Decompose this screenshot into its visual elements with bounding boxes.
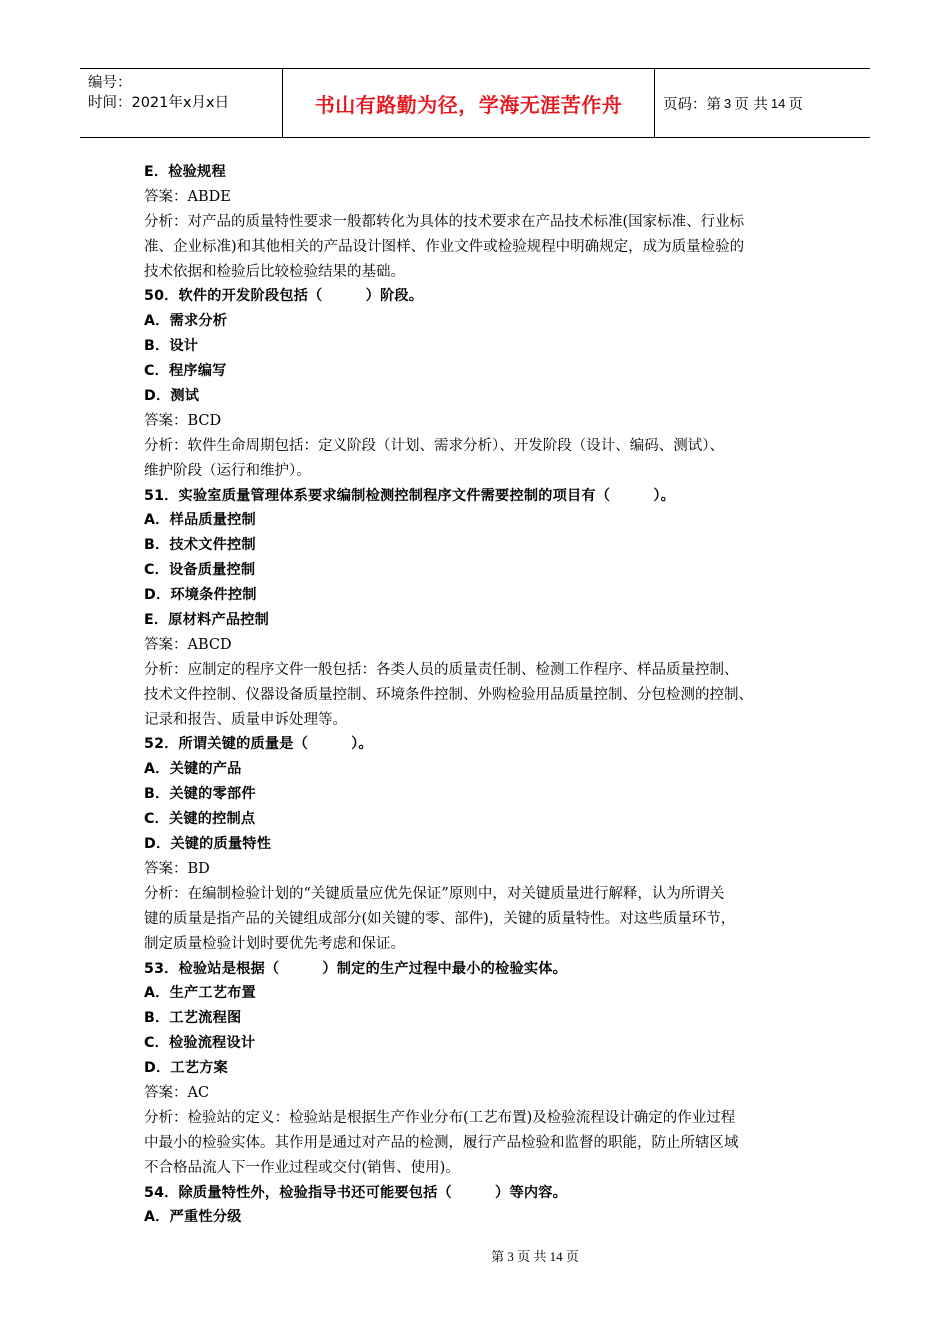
document-body (144, 160, 814, 1230)
page-label-suffix: 页 (788, 96, 803, 113)
answer-line: 分析：检验站的定义：检验站是根据生产作业分布(工艺布置)及检验流程设计确定的作业过程 (144, 1109, 736, 1126)
question-line: 52．所谓关键的质量是（ ）。 (144, 736, 373, 753)
answer-line: 分析：软件生命周期包括：定义阶段（计划、需求分析）、开发阶段（设计、编码、测试）、 (144, 437, 724, 454)
answer-line: 分析：应制定的程序文件一般包括：各类人员的质量责任制、检测工作程序、样品质量控制、 (144, 661, 739, 678)
question-line: A．严重性分级 (144, 1209, 242, 1226)
header-info-cell (80, 69, 282, 137)
question-line: E．检验规程 (144, 164, 226, 180)
question-line: C．设备质量控制 (144, 562, 256, 579)
answer-line: 分析：对产品的质量特性要求一般都转化为具体的技术要求在产品技术标准(国家标准、行业标 (144, 213, 745, 230)
question-line: B．工艺流程图 (144, 1010, 242, 1027)
question-line: A．生产工艺布置 (144, 985, 256, 1002)
question-line: C．关键的控制点 (144, 811, 256, 828)
question-line: A．需求分析 (144, 313, 228, 330)
question-line: 51．实验室质量管理体系要求编制检测控制程序文件需要控制的项目有（ ）。 (144, 487, 675, 504)
question-line: B．关键的零部件 (144, 786, 256, 803)
page-total-number: 14 (770, 95, 786, 111)
question-line: D．环境条件控制 (144, 587, 257, 604)
page-header (80, 68, 870, 138)
question-line: C．检验流程设计 (144, 1035, 256, 1052)
question-line: A．样品质量控制 (144, 512, 256, 529)
header-page-cell (655, 69, 870, 137)
answer-line: 答案：ABDE (144, 188, 231, 205)
answer-line: 准、企业标准)和其他相关的产品设计图样、作业文件或检验规程中明确规定，成为质量检验的 (144, 238, 745, 255)
answer-line: 中最小的检验实体。其作用是通过对产品的检测，履行产品检验和监督的职能，防止所辖区域 (144, 1134, 739, 1151)
question-line: D．关键的质量特性 (144, 836, 272, 853)
answer-line: 技术文件控制、仪器设备质量控制、环境条件控制、外购检验用品质量控制、分包检测的控制、 (144, 686, 753, 703)
answer-line: 分析：在编制检验计划的“关键质量应优先保证”原则中，对关键质量进行解释，认为所谓关 (144, 885, 725, 902)
answer-line: 技术依据和检验后比较检验结果的基础。 (144, 263, 405, 280)
header-motto-cell (282, 69, 655, 137)
page-label-mid: 页 共 (734, 96, 768, 113)
answer-line: 键的质量是指产品的关键组成部分(如关键的零、部件)，关键的质量特性。对这些质量环节， (144, 910, 736, 927)
answer-line: 答案：BCD (144, 412, 222, 429)
answer-line: 制定质量检验计划时要优先考虑和保证。 (144, 935, 405, 952)
page-current-number: 3 (724, 95, 732, 111)
answer-line: 答案：BD (144, 860, 210, 877)
page-label-prefix: 页码：第 (663, 96, 721, 113)
header-motto: 书山有路勤为径，学海无涯苦作舟 (314, 92, 623, 117)
document-date-label: 时间：2021年x月x日 (88, 95, 230, 111)
answer-line: 维护阶段（运行和维护）。 (144, 462, 311, 479)
question-line: B．设计 (144, 338, 199, 355)
answer-line: 记录和报告、质量申诉处理等。 (144, 711, 347, 728)
question-line: D．测试 (144, 388, 200, 405)
page-footer: 第 3 页 共 14 页 (491, 1249, 579, 1264)
question-line: 54．除质量特性外，检验指导书还可能要包括（ ）等内容。 (144, 1184, 567, 1201)
question-line: D．工艺方案 (144, 1060, 228, 1077)
answer-line: 答案：AC (144, 1084, 210, 1101)
answer-line: 答案：ABCD (144, 636, 232, 653)
question-line: C．程序编写 (144, 363, 227, 380)
question-line: 53．检验站是根据（ ）制定的生产过程中最小的检验实体。 (144, 960, 567, 977)
question-line: E．原材料产品控制 (144, 612, 269, 629)
question-line: 50．软件的开发阶段包括（ ）阶段。 (144, 288, 424, 305)
answer-line: 不合格品流人下一作业过程或交付(销售、使用)。 (144, 1159, 460, 1176)
question-line: B．技术文件控制 (144, 537, 256, 554)
question-line: A．关键的产品 (144, 761, 242, 778)
document-number-label: 编号： (88, 75, 132, 91)
